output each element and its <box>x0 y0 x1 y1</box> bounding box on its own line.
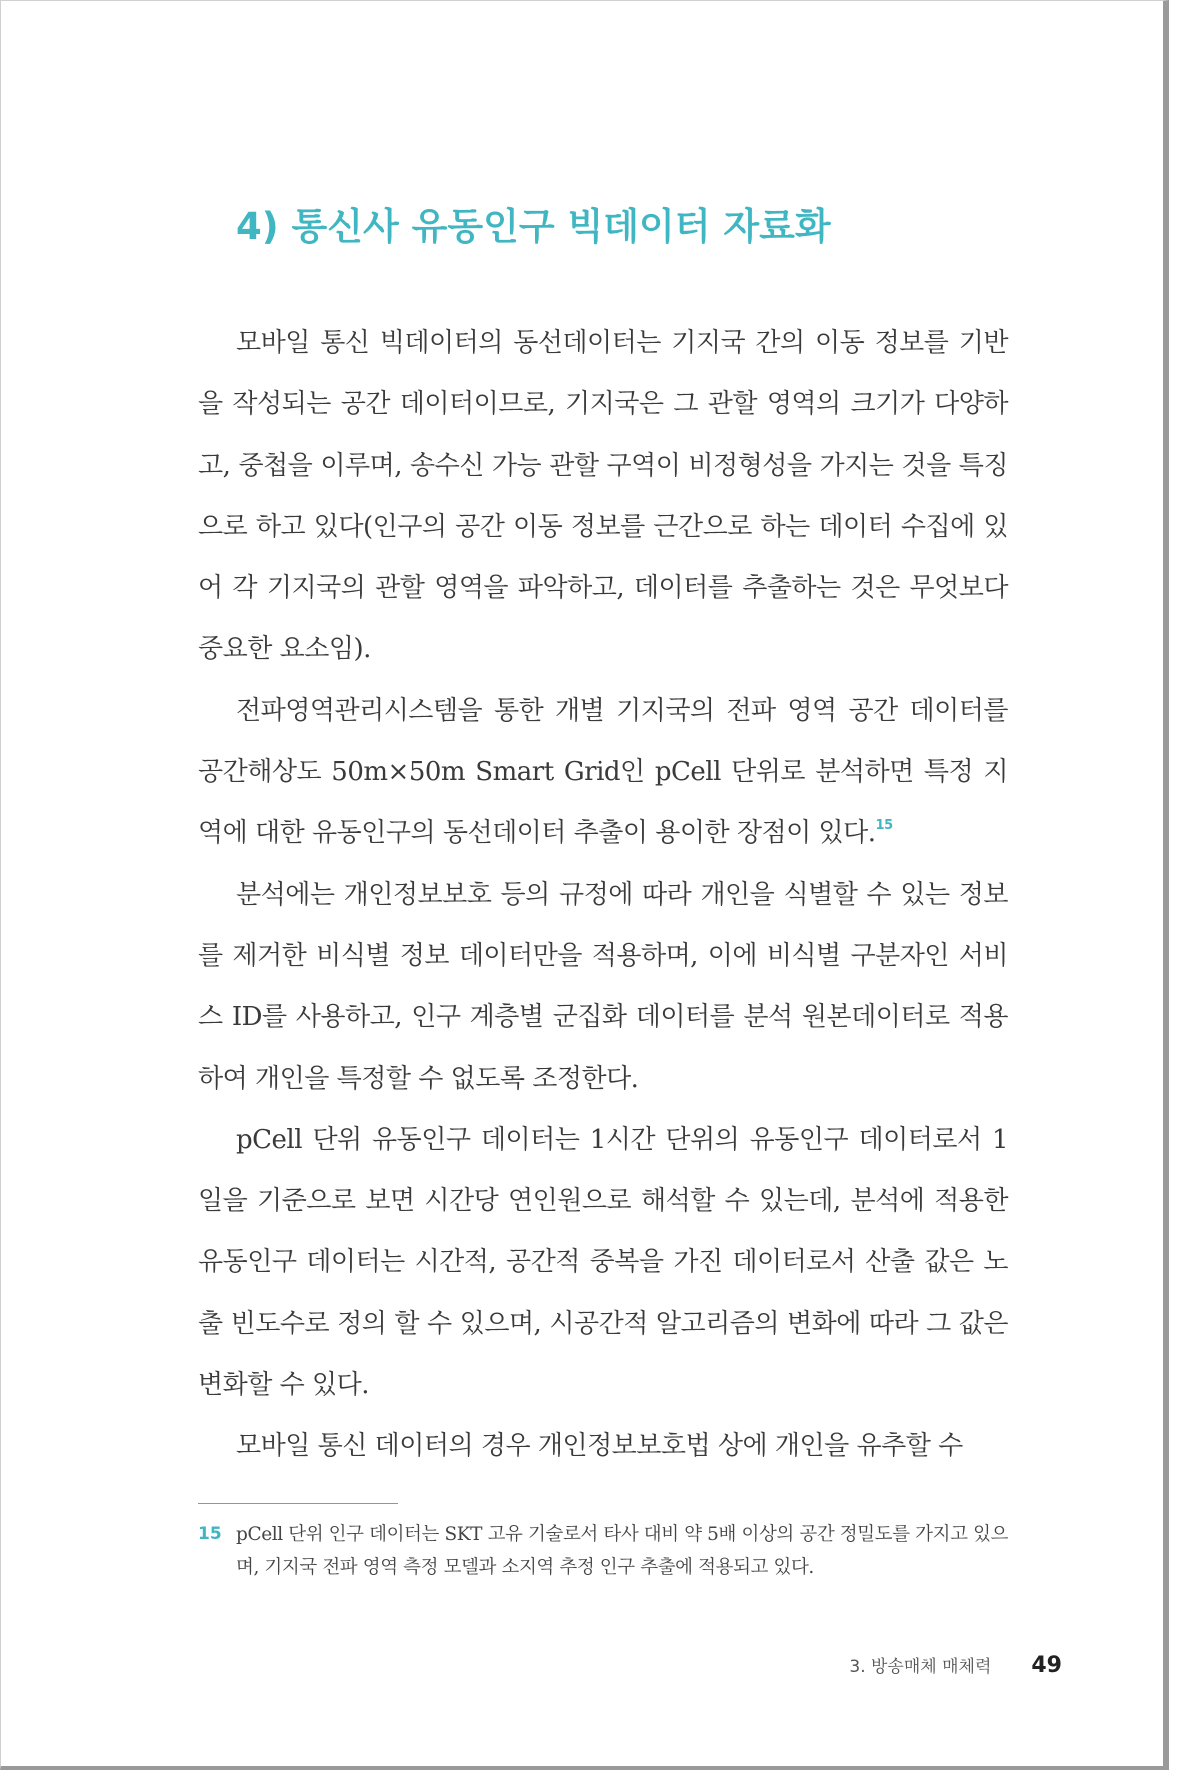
footnote <box>198 1518 1008 1584</box>
paragraph-text: 분석에는 개인정보보호 등의 규정에 따라 개인을 식별할 수 있는 정보를 제거한 비식별 정보 데이터만을 적용하며, 이에 비식별 구분자인 서비스 ID를 사용하고, 인구 계층별 군집화 데이터를 분석 원본데이터로 적용하여 개인을 특정할 수 없도록 조정한다. <box>198 879 1008 1094</box>
paragraph <box>198 1416 1008 1477</box>
body-text <box>198 313 1008 1478</box>
paragraph-text: 모바일 통신 데이터의 경우 개인정보보호법 상에 개인을 유추할 수 <box>236 1431 963 1462</box>
paragraph-text: pCell 단위 유동인구 데이터는 1시간 단위의 유동인구 데이터로서 1일을 기준으로 보면 시간당 연인원으로 해석할 수 있는데, 분석에 적용한 유동인구 데이터는 시간적, 공간적 중복을 가진 데이터로서 산출 값은 노출 빈도수로 정의 할 수 있으며, 시공간적 알고리즘의 변화에 따라 그 값은 변화할 수 있다. <box>198 1124 1008 1401</box>
paragraph <box>198 1110 1008 1416</box>
paragraph <box>198 313 1008 681</box>
page-number: 49 <box>1031 1653 1062 1678</box>
footnote-divider <box>198 1503 398 1504</box>
footnote-reference[interactable]: 15 <box>875 818 893 834</box>
paragraph <box>198 681 1008 865</box>
paragraph-text: 모바일 통신 빅데이터의 동선데이터는 기지국 간의 이동 정보를 기반을 작성되는 공간 데이터이므로, 기지국은 그 관할 영역의 크기가 다양하고, 중첩을 이루며, 송수신 가능 관할 구역이 비정형성을 가지는 것을 특징으로 하고 있다(인구의 공간 이동 정보를 근간으로 하는 데이터 수집에 있어 각 기지국의 관할 영역을 파악하고, 데이터를 추출하는 것은 무엇보다 중요한 요소임). <box>198 328 1008 665</box>
footnote-text: pCell 단위 인구 데이터는 SKT 고유 기술로서 타사 대비 약 5배 이상의 공간 정밀도를 가지고 있으며, 기지국 전파 영역 측정 모델과 소지역 추정 인구 추출에 적용되고 있다. <box>236 1524 1009 1578</box>
section-title: 4) 통신사 유동인구 빅데이터 자료화 <box>236 205 831 248</box>
paragraph <box>198 865 1008 1110</box>
running-footer <box>849 1652 1062 1678</box>
footnote-number: 15 <box>198 1524 222 1544</box>
chapter-label: 3. 방송매체 매체력 <box>849 1657 992 1677</box>
paragraph-text: 전파영역관리시스템을 통한 개별 기지국의 전파 영역 공간 데이터를 공간해상도 50m×50m Smart Grid인 pCell 단위로 분석하면 특정 지역에 대한 유동인구의 동선데이터 추출이 용이한 장점이 있다. <box>198 695 1008 849</box>
